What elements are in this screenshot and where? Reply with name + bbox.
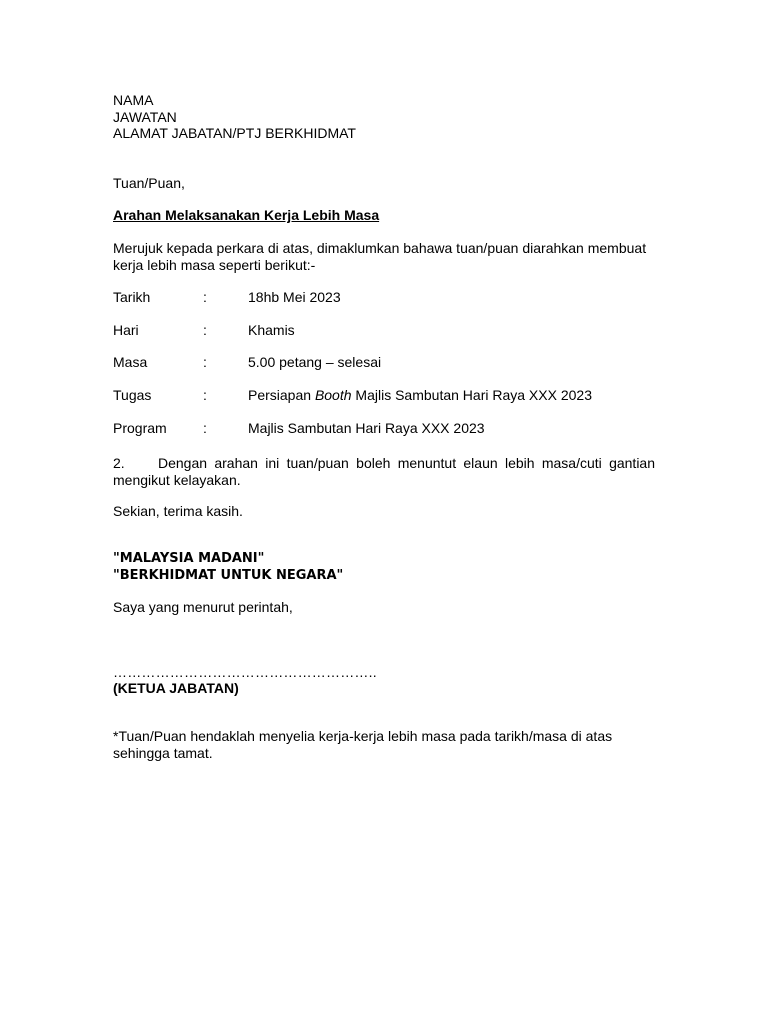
recipient-department: ALAMAT JABATAN/PTJ BERKHIDMAT	[113, 125, 356, 141]
paragraph-2	[113, 455, 655, 489]
detail-value-pre: Persiapan	[248, 387, 315, 403]
detail-label: Hari	[113, 322, 139, 338]
detail-label: Masa	[113, 354, 148, 370]
detail-colon: :	[203, 420, 207, 436]
detail-label: Tarikh	[113, 289, 151, 305]
signatory-title: (KETUA JABATAN)	[113, 680, 239, 696]
detail-row-masa	[113, 354, 655, 371]
detail-row-hari	[113, 322, 655, 339]
paragraph-2-text: Dengan arahan ini tuan/puan boleh menuntut elaun lebih masa/cuti gantian mengikut kelayakan.	[113, 455, 655, 488]
detail-value: Khamis	[248, 322, 295, 338]
detail-value-post: Majlis Sambutan Hari Raya XXX 2023	[351, 387, 592, 403]
detail-colon: :	[203, 387, 207, 403]
detail-value: Majlis Sambutan Hari Raya XXX 2023	[248, 420, 485, 436]
detail-colon: :	[203, 354, 207, 370]
salutation: Tuan/Puan,	[113, 175, 185, 191]
detail-label: Program	[113, 420, 167, 436]
detail-colon: :	[203, 322, 207, 338]
signature-line: ………………………………………………..	[113, 664, 377, 680]
closing-line: Sekian, terima kasih.	[113, 503, 243, 519]
recipient-position: JAWATAN	[113, 108, 177, 125]
detail-row-tarikh	[113, 289, 655, 306]
detail-label: Tugas	[113, 387, 152, 403]
motto-line-2: "BERKHIDMAT UNTUK NEGARA"	[113, 567, 344, 583]
signoff-line: Saya yang menurut perintah,	[113, 599, 293, 615]
detail-value: 5.00 petang – selesai	[248, 354, 382, 370]
footnote: *Tuan/Puan hendaklah menyelia kerja-kerja lebih masa pada tarikh/masa di atas sehingga tamat.	[113, 728, 613, 761]
letter-subject: Arahan Melaksanakan Kerja Lebih Masa	[113, 207, 380, 223]
detail-value	[248, 387, 592, 404]
motto-block	[113, 550, 343, 583]
motto-line-1: "MALAYSIA MADANI"	[113, 551, 265, 566]
detail-row-program	[113, 420, 655, 437]
recipient-address	[113, 92, 356, 142]
detail-row-tugas	[113, 387, 655, 404]
detail-colon: :	[203, 289, 207, 305]
recipient-name: NAMA	[113, 92, 154, 108]
detail-value-italic: Booth	[314, 387, 352, 403]
intro-paragraph: Merujuk kepada perkara di atas, dimaklumkan bahawa tuan/puan diarahkan membuat kerja lebih masa seperti berikut:-	[113, 240, 647, 273]
paragraph-number: 2.	[113, 455, 125, 471]
detail-value: 18hb Mei 2023	[248, 289, 341, 305]
